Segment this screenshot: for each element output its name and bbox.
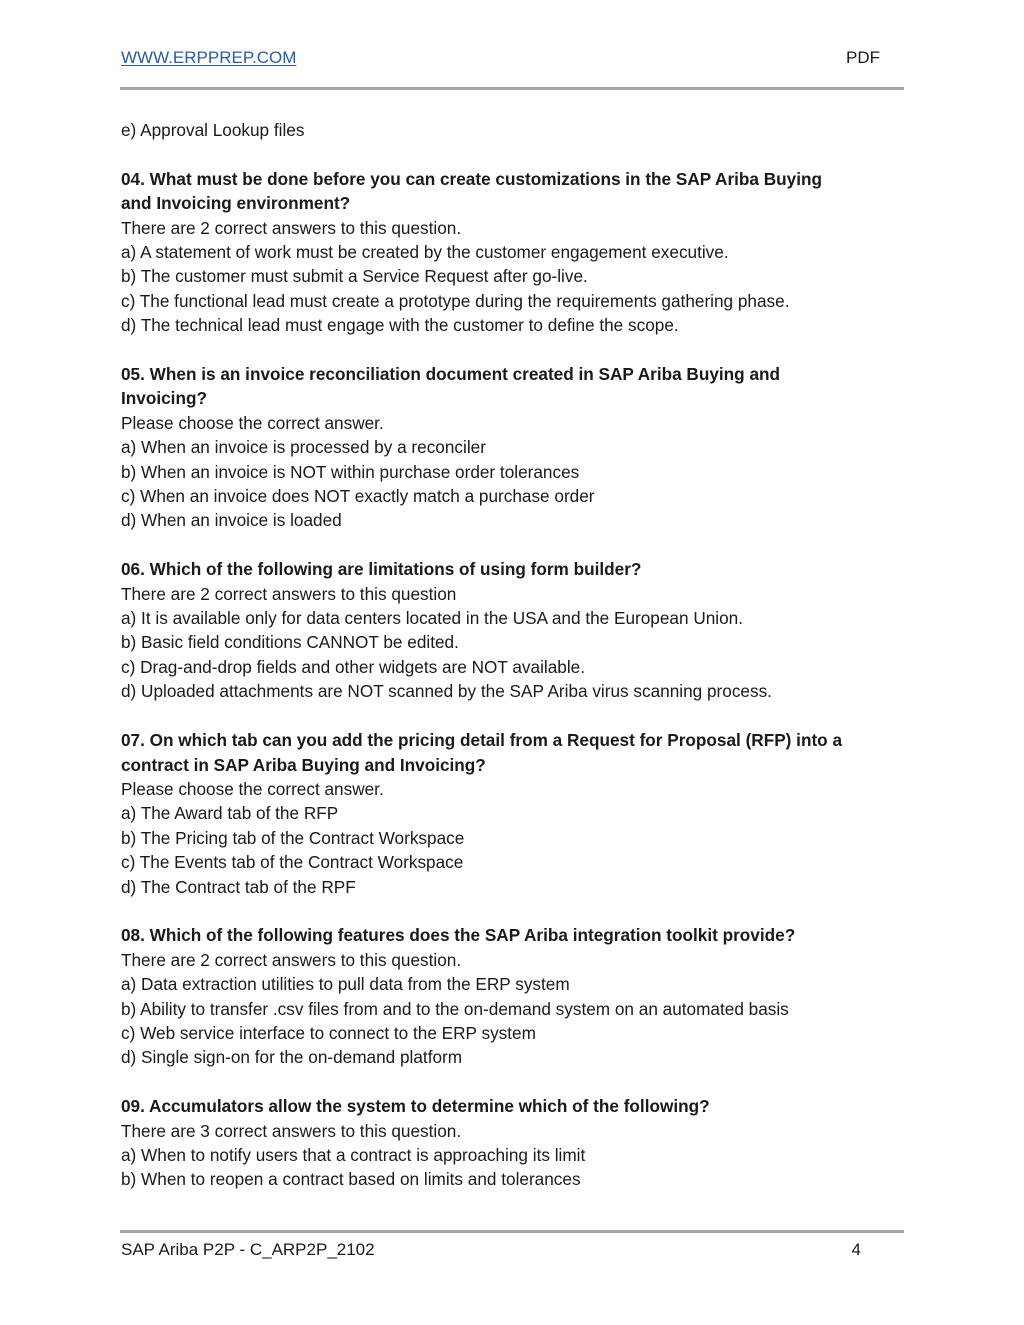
question-title: 06. Which of the following are limitations of using form builder? bbox=[121, 559, 642, 580]
question-title: 08. Which of the following features does the SAP Ariba integration toolkit provide? bbox=[121, 925, 796, 946]
answer-option: c) The functional lead must create a prototype during the requirements gathering phase. bbox=[121, 290, 790, 311]
answer-option: c) Web service interface to connect to the ERP system bbox=[121, 1022, 536, 1043]
answer-option: a) The Award tab of the RFP bbox=[121, 803, 339, 824]
answer-option: b) The customer must submit a Service Request after go-live. bbox=[121, 266, 588, 287]
answer-option: d) Uploaded attachments are NOT scanned by the SAP Ariba virus scanning process. bbox=[121, 681, 772, 702]
answer-option: c) Drag-and-drop fields and other widgets are NOT available. bbox=[121, 656, 585, 677]
question-instruction: There are 3 correct answers to this question. bbox=[121, 1120, 462, 1141]
page-number: 4 bbox=[851, 1240, 861, 1259]
question-instruction: There are 2 correct answers to this question. bbox=[121, 217, 462, 238]
answer-option: d) Single sign-on for the on-demand platform bbox=[121, 1047, 463, 1068]
answer-option: d) The Contract tab of the RPF bbox=[121, 876, 356, 897]
answer-option: c) When an invoice does NOT exactly match a purchase order bbox=[121, 486, 595, 507]
answer-option: c) The Events tab of the Contract Workspace bbox=[121, 852, 464, 873]
question-title-cont: Invoicing? bbox=[121, 388, 207, 409]
answer-option: a) When to notify users that a contract is approaching its limit bbox=[121, 1144, 586, 1165]
header-divider bbox=[120, 87, 904, 90]
leading-option: e) Approval Lookup files bbox=[121, 120, 305, 140]
question-title: 05. When is an invoice reconciliation document created in SAP Ariba Buying and bbox=[121, 364, 780, 385]
answer-option: b) The Pricing tab of the Contract Workspace bbox=[121, 827, 465, 848]
question-07 bbox=[121, 728, 911, 899]
question-09 bbox=[121, 1094, 911, 1192]
answer-option: a) When an invoice is processed by a reconciler bbox=[121, 437, 486, 458]
page-footer bbox=[121, 1240, 861, 1264]
page-header bbox=[121, 48, 880, 72]
answer-option: b) Basic field conditions CANNOT be edited. bbox=[121, 632, 459, 653]
question-title-cont: contract in SAP Ariba Buying and Invoicing? bbox=[121, 754, 486, 775]
answer-option: b) When an invoice is NOT within purchase order tolerances bbox=[121, 461, 580, 482]
answer-option: a) It is available only for data centers located in the USA and the European Union. bbox=[121, 608, 743, 629]
question-title: 09. Accumulators allow the system to determine which of the following? bbox=[121, 1096, 710, 1117]
answer-option: a) A statement of work must be created by the customer engagement executive. bbox=[121, 242, 729, 263]
question-instruction: Please choose the correct answer. bbox=[121, 778, 384, 799]
question-title-cont: and Invoicing environment? bbox=[121, 193, 351, 214]
footer-title: SAP Ariba P2P - C_ARP2P_2102 bbox=[121, 1240, 375, 1259]
question-title: 07. On which tab can you add the pricing detail from a Request for Proposal (RFP) into a bbox=[121, 730, 843, 751]
question-title: 04. What must be done before you can create customizations in the SAP Ariba Buying bbox=[121, 168, 823, 189]
site-link[interactable]: WWW.ERPPREP.COM bbox=[121, 48, 297, 67]
answer-option: a) Data extraction utilities to pull data from the ERP system bbox=[121, 974, 570, 995]
question-08 bbox=[121, 923, 911, 1069]
answer-option: b) Ability to transfer .csv files from and to the on-demand system on an automated basis bbox=[121, 998, 789, 1019]
footer-divider bbox=[120, 1230, 904, 1233]
question-06 bbox=[121, 557, 911, 703]
answer-option: d) The technical lead must engage with the customer to define the scope. bbox=[121, 315, 679, 336]
question-04 bbox=[121, 167, 911, 338]
answer-option: b) When to reopen a contract based on limits and tolerances bbox=[121, 1169, 581, 1190]
question-instruction: Please choose the correct answer. bbox=[121, 412, 384, 433]
question-instruction: There are 2 correct answers to this question bbox=[121, 583, 457, 604]
pdf-label: PDF bbox=[846, 48, 880, 67]
question-instruction: There are 2 correct answers to this question. bbox=[121, 949, 462, 970]
page-content bbox=[121, 118, 911, 1192]
answer-option: d) When an invoice is loaded bbox=[121, 510, 342, 531]
question-05 bbox=[121, 362, 911, 533]
